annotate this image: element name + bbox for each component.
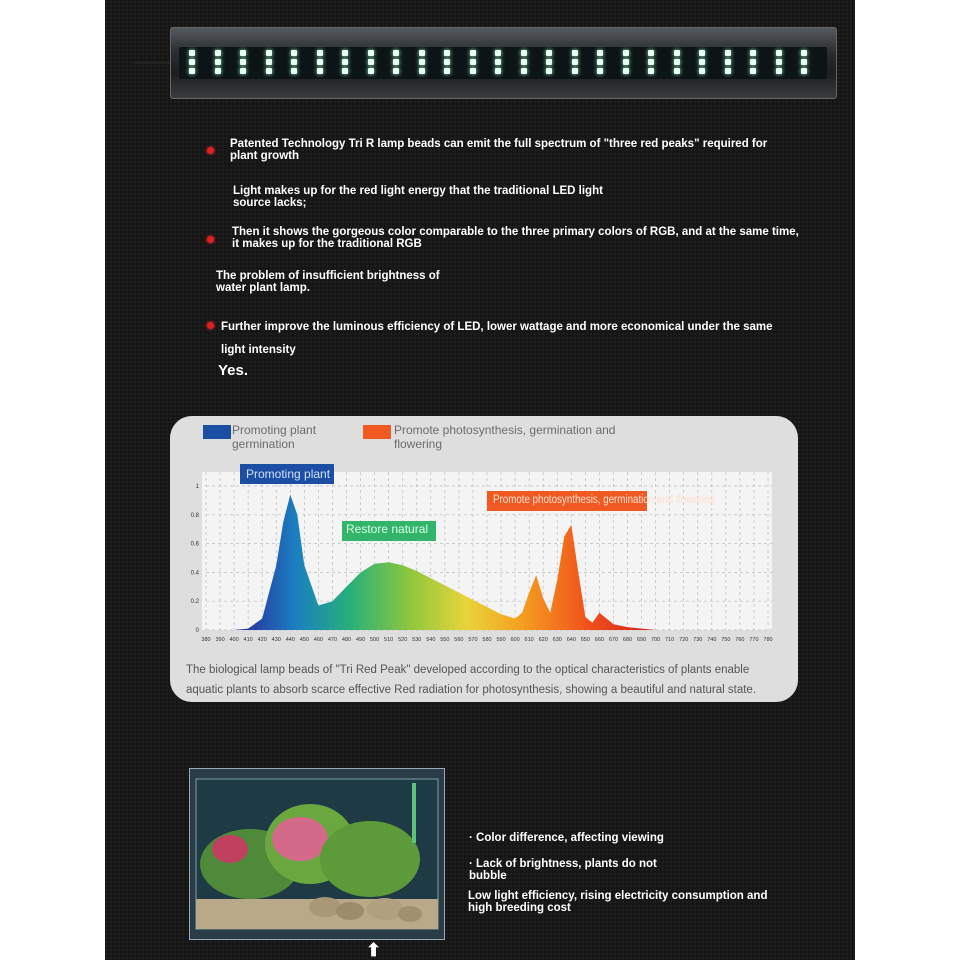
led-bead [750,68,756,74]
led-bead [725,68,731,74]
led-bead [495,59,501,65]
led-bead [342,59,348,65]
x-tick-label: 480 [341,637,352,643]
x-tick-label: 710 [665,637,675,643]
x-tick-label: 700 [651,637,661,643]
y-tick-label: 0.8 [190,512,199,519]
x-tick-label: 600 [510,637,520,643]
led-bead [572,59,578,65]
up-arrow-icon: ⬆ [366,940,382,960]
led-bead [623,59,629,65]
led-strip [179,47,827,79]
led-bead [419,59,425,65]
y-tick-label: 0 [195,628,199,634]
x-tick-label: 720 [679,637,689,643]
led-bead [648,68,654,74]
x-tick-label: 400 [229,637,239,643]
x-tick-label: 420 [257,637,267,643]
x-tick-label: 540 [426,637,436,643]
x-tick-label: 430 [271,637,281,643]
y-tick-label: 0.4 [190,570,199,577]
led-bead [648,59,654,65]
led-bead [597,59,603,65]
led-bead [393,68,399,74]
led-bead [291,68,297,74]
led-bead [444,59,450,65]
x-tick-label: 670 [608,637,619,643]
x-tick-label: 460 [313,637,323,643]
x-tick-label: 780 [763,637,773,643]
x-tick-label: 470 [327,637,338,643]
led-bead [801,68,807,74]
red-bullet-icon [207,236,214,243]
led-bead [521,68,527,74]
led-bead [470,50,476,56]
led-bead [368,50,374,56]
x-tick-label: 620 [538,637,548,643]
comparison-2: · Lack of brightness, plants do not bubble [469,858,657,882]
led-bead [240,59,246,65]
x-tick-label: 530 [412,637,422,643]
x-tick-label: 640 [566,637,576,643]
x-tick-label: 590 [496,637,506,643]
led-bead [546,59,552,65]
led-bead [725,59,731,65]
led-bead [444,68,450,74]
point-4: The problem of insufficient brightness of water plant lamp. [216,270,440,294]
aquarium-photo [189,768,445,940]
x-tick-label: 580 [482,637,492,643]
led-bead [597,68,603,74]
product-panel [105,0,855,960]
led-bead [266,50,272,56]
x-tick-label: 440 [285,637,295,643]
x-tick-label: 490 [355,637,366,643]
led-bead [572,50,578,56]
lamp-cable [133,61,173,64]
red-bullet-icon [207,322,214,329]
point-6: Yes. [218,362,249,379]
led-bead [521,50,527,56]
spectrum-chart [170,416,798,656]
led-bead [776,50,782,56]
led-bead [648,50,654,56]
led-bead [342,68,348,74]
led-bead [674,68,680,74]
led-bead [189,50,195,56]
x-tick-label: 750 [721,637,731,643]
x-tick-label: 770 [749,637,759,643]
x-tick-label: 680 [622,637,633,643]
x-tick-label: 500 [370,637,380,643]
x-tick-label: 660 [594,637,604,643]
led-bead [521,59,527,65]
led-bead [317,68,323,74]
led-bead [801,50,807,56]
led-bead [623,50,629,56]
x-tick-label: 510 [384,637,394,643]
point-5: Further improve the luminous efficiency of LED, lower wattage and more economical under the same [221,321,773,333]
led-bead [699,68,705,74]
led-bead [189,59,195,65]
legend-label-orange: Promote photosynthesis, germination and flowering [394,423,616,451]
y-tick-label: 0.6 [190,541,199,548]
chart-label-orange: Promote photosynthesis, germination and flowering [493,494,715,506]
led-bead [725,50,731,56]
led-bead [215,68,221,74]
point-1: Patented Technology Tri R lamp beads can emit the full spectrum of "three red peaks" required for plant growth [230,138,768,162]
point-5-continued: light intensity [221,344,296,356]
caption-line-1: The biological lamp beads of "Tri Red Peak" developed according to the optical characteristics of plants enable [186,664,750,676]
led-bead [240,68,246,74]
led-bead [419,50,425,56]
led-bead [572,68,578,74]
x-tick-label: 380 [201,637,211,643]
led-bead [546,50,552,56]
x-tick-label: 760 [735,637,745,643]
x-tick-label: 450 [299,637,309,643]
point-3: Then it shows the gorgeous color comparable to the three primary colors of RGB, and at the same time, it makes up for the traditional RGB [232,226,799,250]
x-tick-label: 520 [398,637,408,643]
legend-label-blue: Promoting plant germination [232,423,317,451]
led-bead [444,50,450,56]
spectrum-card [170,416,798,702]
led-bead [546,68,552,74]
x-tick-label: 610 [524,637,534,643]
y-tick-label: 1 [195,484,199,490]
led-bead [801,59,807,65]
led-bead [750,59,756,65]
led-bead [776,59,782,65]
led-bead [342,50,348,56]
point-2: Light makes up for the red light energy that the traditional LED light source lacks; [233,185,603,209]
x-tick-label: 730 [693,637,703,643]
led-lamp-image [170,27,837,99]
led-bead [470,68,476,74]
led-bead [317,59,323,65]
aquarium-illustration [190,769,444,939]
x-tick-label: 560 [454,637,464,643]
led-bead [393,59,399,65]
led-bead [215,59,221,65]
x-tick-label: 570 [468,637,478,643]
led-bead [317,50,323,56]
led-bead [291,50,297,56]
led-bead [776,68,782,74]
led-bead [393,50,399,56]
led-bead [419,68,425,74]
led-bead [495,68,501,74]
x-tick-label: 550 [440,637,450,643]
led-bead [699,59,705,65]
led-bead [699,50,705,56]
comparison-3: Low light efficiency, rising electricity consumption and high breeding cost [468,890,768,914]
x-tick-label: 390 [215,637,225,643]
led-bead [597,50,603,56]
led-bead [266,59,272,65]
led-bead [470,59,476,65]
led-bead [368,68,374,74]
comparison-1: · Color difference, affecting viewing [469,832,664,844]
led-bead [623,68,629,74]
x-tick-label: 630 [552,637,562,643]
led-bead [674,59,680,65]
caption-line-2: aquatic plants to absorb scarce effective Red radiation for photosynthesis, showing a beautiful and natural state. [186,684,757,696]
x-tick-label: 690 [636,637,647,643]
red-bullet-icon [207,147,214,154]
led-bead [240,50,246,56]
led-bead [495,50,501,56]
x-tick-label: 410 [243,637,253,643]
chart-label-blue: Promoting plant [246,467,331,481]
led-bead [215,50,221,56]
led-bead [674,50,680,56]
x-tick-label: 650 [580,637,590,643]
led-bead [291,59,297,65]
y-tick-label: 0.2 [190,599,199,606]
led-bead [266,68,272,74]
led-bead [750,50,756,56]
x-tick-label: 740 [707,637,717,643]
led-bead [189,68,195,74]
led-bead [368,59,374,65]
chart-label-green: Restore natural [346,522,429,536]
